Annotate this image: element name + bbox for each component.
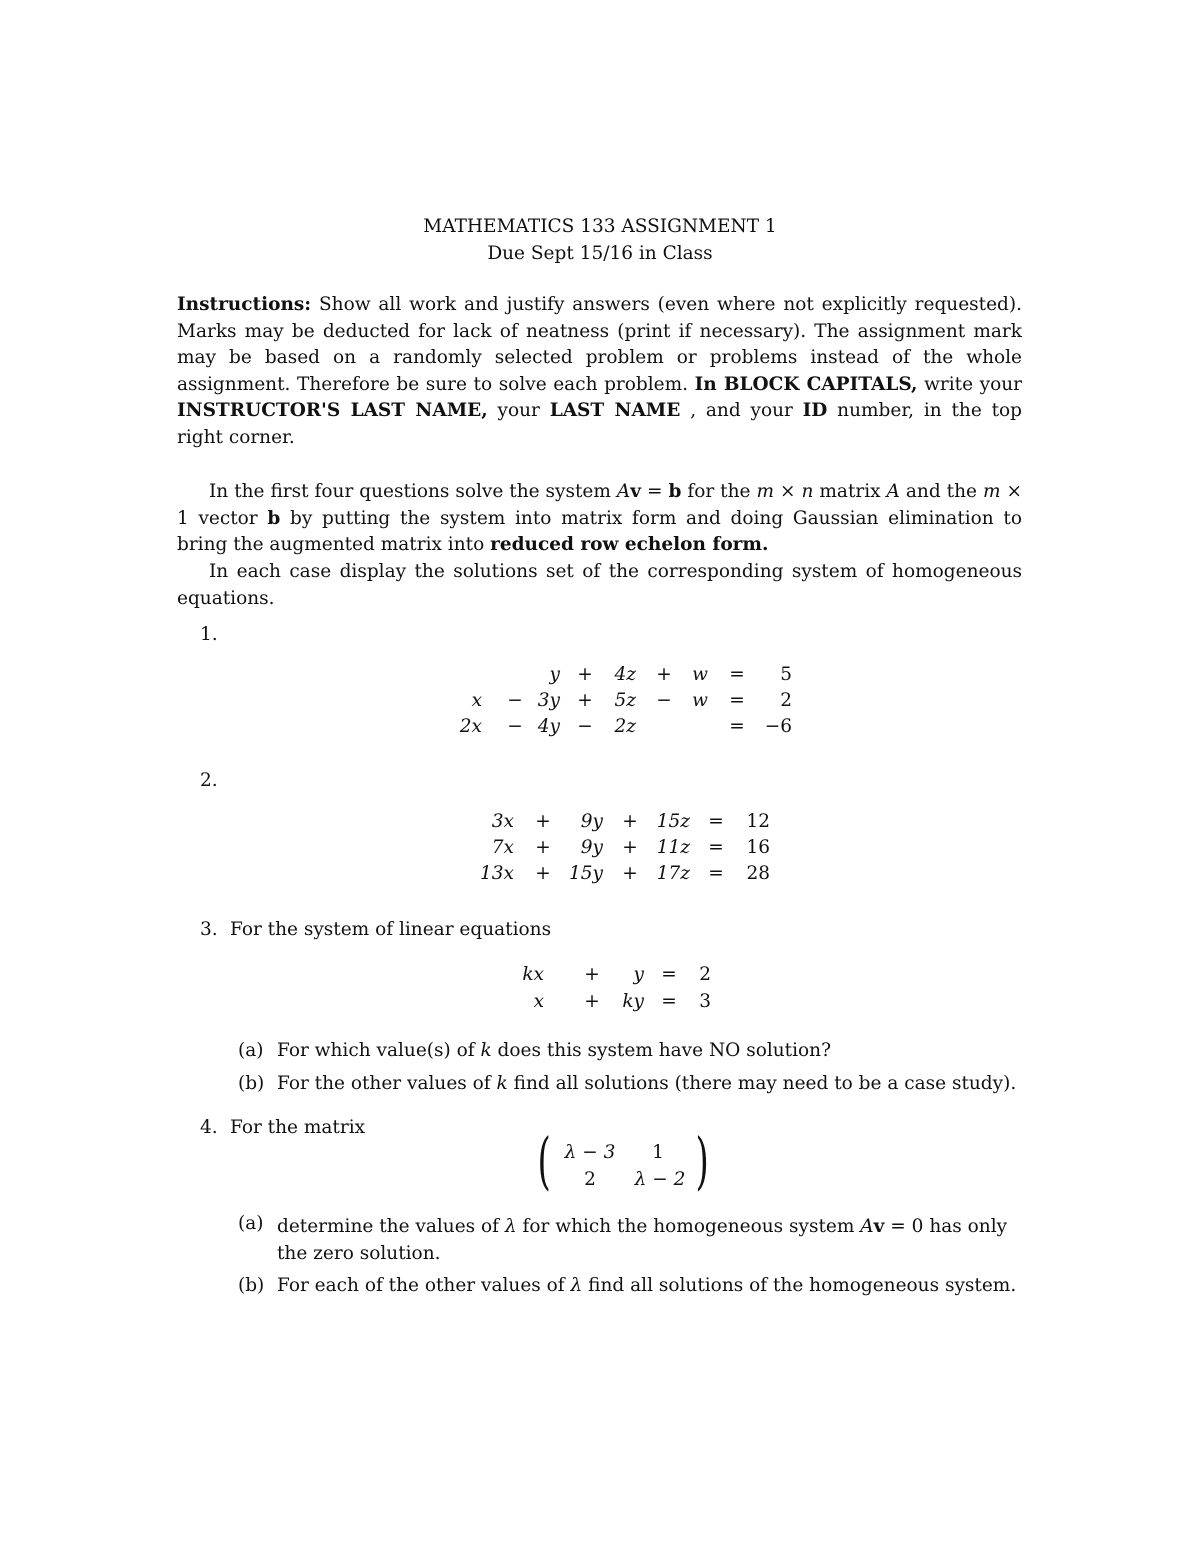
- eq-term: 9y: [580, 837, 603, 858]
- eq-equals: =: [661, 964, 677, 985]
- eq-term: 5z: [614, 690, 636, 711]
- eq-term: 13x: [480, 863, 514, 884]
- intro-bold-rref: reduced row echelon form.: [490, 534, 769, 555]
- eq-equals: =: [708, 863, 724, 884]
- eq-equals: =: [729, 690, 745, 711]
- eq-op: +: [622, 837, 638, 858]
- eq-rhs: 3: [699, 991, 711, 1012]
- subquestion-label: (a): [238, 1040, 264, 1061]
- eq-rhs: 16: [746, 837, 770, 858]
- eq-op: −: [656, 690, 672, 711]
- question-text: For the system of linear equations: [230, 919, 552, 940]
- subquestion-text-part: does this system have NO solution?: [491, 1040, 831, 1061]
- eq-term: 2x: [459, 716, 482, 737]
- intro-text: by putting the system into matrix form and doing Gaussian elimination to bring the augmented matrix into: [177, 507, 1022, 555]
- instructions-bold-last-name: LAST NAME: [549, 400, 681, 421]
- instructions-text: number, in the top right corner.: [177, 400, 1022, 448]
- eq-rhs: −6: [764, 716, 792, 737]
- eq-equals: =: [661, 991, 677, 1012]
- eq-term: w: [692, 664, 708, 685]
- instructions-bold-instructor: INSTRUCTOR'S LAST NAME,: [177, 400, 488, 421]
- eq-term: 3x: [491, 811, 514, 832]
- subquestion-text-part: = 0 has only: [884, 1216, 1008, 1237]
- matrix-cell: 2: [584, 1169, 596, 1190]
- eq-op: +: [656, 664, 672, 685]
- eq-term: w: [692, 690, 708, 711]
- math-symbol: A: [886, 481, 900, 502]
- eq-term: kx: [522, 964, 544, 985]
- eq-op: +: [584, 964, 600, 985]
- math-symbol: λ: [504, 1216, 517, 1237]
- eq-op: +: [622, 863, 638, 884]
- eq-equals: =: [729, 716, 745, 737]
- math-symbol: m: [982, 481, 1001, 502]
- subquestion-text-part: determine the values of: [277, 1216, 505, 1237]
- question-text: For the matrix: [230, 1117, 366, 1138]
- intro-paragraph: [177, 479, 1022, 559]
- instructions-paragraph: [177, 292, 1022, 451]
- instructions-bold-block-capitals: In BLOCK CAPITALS,: [694, 373, 918, 395]
- instructions-label: Instructions:: [177, 294, 312, 315]
- intro-paragraph-2: In each case display the solutions set of the corresponding system of homogeneous equations.: [177, 561, 1022, 609]
- subquestion-label: (a): [238, 1213, 264, 1234]
- eq-term: 15z: [656, 811, 690, 832]
- math-symbol: b: [267, 507, 281, 529]
- question-number: 3.: [200, 919, 218, 940]
- eq-op: +: [584, 991, 600, 1012]
- eq-term: 11z: [656, 837, 690, 858]
- subquestion-text-part: For which value(s) of: [277, 1040, 481, 1061]
- math-symbol: v: [873, 1216, 885, 1237]
- page-subtitle: Due Sept 15/16 in Class: [487, 243, 713, 264]
- eq-op: −: [577, 716, 593, 737]
- math-symbol: k: [480, 1040, 492, 1061]
- eq-op: +: [577, 664, 593, 685]
- eq-op: −: [507, 690, 523, 711]
- eq-term: y: [633, 964, 644, 985]
- subquestion-text-part: for which the homogeneous system: [516, 1216, 861, 1237]
- instructions-text: write your: [917, 373, 1023, 395]
- eq-op: +: [535, 863, 551, 884]
- eq-term: 17z: [656, 863, 690, 884]
- eq-term: 7x: [491, 837, 514, 858]
- subquestion-text: [277, 1275, 1016, 1296]
- eq-rhs: 28: [746, 863, 770, 884]
- instructions-text: , and your: [680, 400, 803, 421]
- eq-op: +: [535, 837, 551, 858]
- eq-op: +: [535, 811, 551, 832]
- subquestion-text: [277, 1213, 1022, 1267]
- eq-rhs: 5: [780, 664, 792, 685]
- eq-equals: =: [729, 664, 745, 685]
- subquestion-text-part: find all solutions (there may need to be a case study).: [507, 1073, 1017, 1094]
- subquestion-text-part: the zero solution.: [277, 1243, 441, 1264]
- intro-text: matrix: [813, 481, 887, 502]
- question-number: 1.: [200, 624, 218, 645]
- math-symbol: =: [641, 481, 669, 502]
- intro-text: and the: [899, 481, 983, 502]
- subquestion-text-part: For the other values of: [277, 1073, 497, 1094]
- question-number: 4.: [200, 1117, 218, 1138]
- question-number: 2.: [200, 770, 218, 791]
- instructions-bold-id: ID: [802, 400, 828, 421]
- eq-equals: =: [708, 811, 724, 832]
- subquestion-text-part: find all solutions of the homogeneous system.: [582, 1275, 1017, 1296]
- right-paren: ): [695, 1124, 709, 1197]
- eq-op: +: [577, 690, 593, 711]
- math-symbol: v: [630, 481, 642, 502]
- eq-term: 4y: [537, 716, 560, 737]
- instructions-text: Show all work and justify answers (even where not explicitly requested). Marks may be deducted for lack of neatness (print if necessary). The assignment mark may be based on a randomly selected problem or problems instead of the whole assignment. Therefore be sure to solve each problem.: [177, 294, 1022, 395]
- intro-text: × 1 vector: [177, 481, 1022, 529]
- subquestion-label: (b): [238, 1275, 265, 1296]
- subquestion-label: (b): [238, 1073, 265, 1094]
- math-symbol: λ: [570, 1275, 583, 1296]
- eq-term: 3y: [537, 690, 560, 711]
- subquestion-text: [277, 1040, 831, 1061]
- eq-term: x: [471, 690, 482, 711]
- eq-equals: =: [708, 837, 724, 858]
- math-symbol: m × n: [756, 481, 814, 502]
- math-symbol: k: [496, 1073, 508, 1094]
- page-title: MATHEMATICS 133 ASSIGNMENT 1: [423, 216, 777, 237]
- eq-term: 9y: [580, 811, 603, 832]
- eq-op: −: [507, 716, 523, 737]
- eq-term: x: [533, 991, 544, 1012]
- math-symbol: A: [616, 481, 631, 502]
- eq-term: 4z: [614, 664, 636, 685]
- eq-term: 2z: [614, 716, 636, 737]
- eq-term: 15y: [569, 863, 603, 884]
- matrix-cell: λ − 3: [564, 1142, 616, 1163]
- instructions-text: your: [487, 400, 550, 421]
- matrix-cell: 1: [652, 1142, 664, 1163]
- eq-term: y: [549, 664, 560, 685]
- eq-rhs: 2: [780, 690, 792, 711]
- math-symbol: b: [668, 481, 682, 502]
- eq-term: ky: [622, 991, 644, 1012]
- eq-rhs: 2: [699, 964, 711, 985]
- eq-op: +: [622, 811, 638, 832]
- subquestion-text-part: For each of the other values of: [277, 1275, 571, 1296]
- subquestion-text: [277, 1073, 1016, 1094]
- left-paren: (: [537, 1124, 551, 1197]
- matrix-cell: λ − 2: [634, 1169, 686, 1190]
- math-symbol: A: [860, 1216, 874, 1237]
- intro-text: In the first four questions solve the system: [209, 481, 617, 502]
- intro-text: for the: [681, 481, 757, 502]
- eq-rhs: 12: [746, 811, 770, 832]
